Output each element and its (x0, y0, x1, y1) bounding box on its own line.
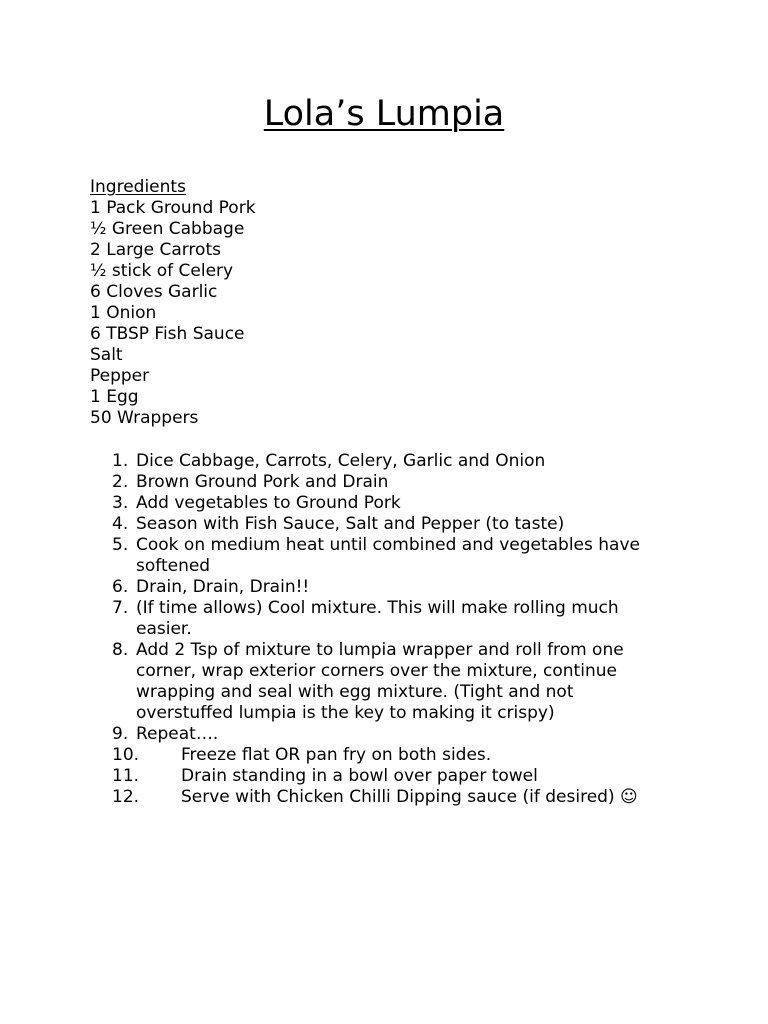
step-text: Serve with Chicken Chilli Dipping sauce (if desired) ☺ (181, 787, 638, 807)
ingredient-item: 1 Onion (90, 303, 157, 323)
step-text: Dice Cabbage, Carrots, Celery, Garlic and Onion (136, 451, 546, 471)
step-text: Repeat…. (136, 724, 219, 744)
step-number: 9. (112, 724, 129, 744)
step-item (112, 472, 672, 493)
step-item (112, 766, 672, 787)
step-number: 11. (112, 766, 140, 786)
ingredients-list (90, 198, 690, 429)
step-number: 10. (112, 745, 140, 765)
ingredient-item: 1 Pack Ground Pork (90, 198, 256, 218)
ingredient-item: 6 Cloves Garlic (90, 282, 218, 302)
ingredient-item: Pepper (90, 366, 150, 386)
ingredient-item: ½ Green Cabbage (90, 219, 245, 239)
step-text: Season with Fish Sauce, Salt and Pepper (to taste) (136, 514, 565, 534)
steps-list (112, 451, 672, 808)
step-number: 3. (112, 493, 129, 513)
step-text: Add 2 Tsp of mixture to lumpia wrapper and roll from one corner, wrap exterior corners over the mixture, continue wrapping and seal with egg mixture. (Tight and not overstuffed lumpia is the key to making it crispy) (136, 640, 624, 723)
ingredient-item: 1 Egg (90, 387, 139, 407)
step-item (112, 745, 672, 766)
step-text: Drain, Drain, Drain!! (136, 577, 310, 597)
ingredient-item: ½ stick of Celery (90, 261, 234, 281)
step-item (112, 640, 672, 724)
step-number: 5. (112, 535, 129, 555)
step-text: Freeze flat OR pan fry on both sides. (181, 745, 492, 765)
step-number: 4. (112, 514, 129, 534)
step-number: 7. (112, 598, 129, 618)
ingredient-item: 6 TBSP Fish Sauce (90, 324, 245, 344)
step-number: 8. (112, 640, 129, 660)
step-item (112, 787, 672, 808)
ingredient-item: Salt (90, 345, 123, 365)
ingredients-heading: Ingredients (90, 177, 186, 197)
step-number: 1. (112, 451, 129, 471)
ingredient-item: 50 Wrappers (90, 408, 199, 428)
step-item (112, 514, 672, 535)
step-item (112, 493, 672, 514)
step-number: 2. (112, 472, 129, 492)
page-title: Lola’s Lumpia (263, 94, 505, 134)
ingredient-item: 2 Large Carrots (90, 240, 221, 260)
step-text: (If time allows) Cool mixture. This will make rolling much easier. (136, 598, 619, 639)
step-text: Add vegetables to Ground Pork (136, 493, 401, 513)
step-item (112, 451, 672, 472)
ingredients-section (90, 177, 690, 429)
step-number: 6. (112, 577, 129, 597)
step-text: Drain standing in a bowl over paper towel (181, 766, 538, 786)
step-item (112, 577, 672, 598)
step-number: 12. (112, 787, 140, 807)
step-text: Brown Ground Pork and Drain (136, 472, 389, 492)
step-item (112, 724, 672, 745)
step-text: Cook on medium heat until combined and vegetables have softened (136, 535, 640, 576)
step-item (112, 535, 672, 577)
step-item (112, 598, 672, 640)
